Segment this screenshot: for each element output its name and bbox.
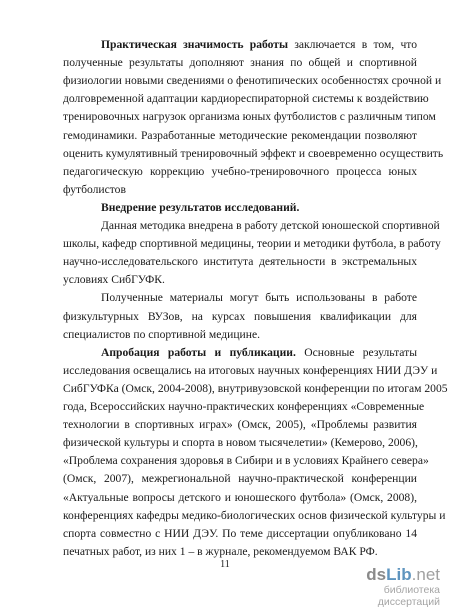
text-line: «Актуальные вопросы детского и юношеского футбола» (Омск, 2008),	[63, 490, 417, 504]
text-line: Полученные материалы могут быть использованы в работе	[101, 291, 417, 305]
text-line: полученные результаты дополняют знания по общей и спортивной	[63, 56, 417, 70]
section-heading: Внедрение результатов исследований.	[101, 200, 300, 214]
text-line: условиях СибГУФК.	[63, 273, 165, 287]
text-line: оценить кумулятивный тренировочный эффект и своевременно осуществить	[63, 146, 444, 160]
text-line: СибГУФКа (Омск, 2004-2008), внутривузовской конференции по итогам 2005	[63, 381, 448, 395]
text-line: педагогическую коррекцию учебно-тренировочного процесса юных	[63, 164, 417, 178]
page-number: 11	[220, 559, 230, 570]
text-line: физической культуры и спорта в новом тысячелетии» (Кемерово, 2006),	[63, 436, 418, 450]
watermark-logo	[324, 566, 444, 608]
watermark-brand: dsLib.net	[366, 565, 440, 584]
text-line: тренировочных нагрузок организма юных футболистов с различным типом	[63, 110, 436, 124]
text-line: технологии в спортивных играх» (Омск, 2005), «Проблемы развития	[63, 418, 417, 432]
text-line: печатных работ, из них 1 – в журнале, рекомендуемом ВАК РФ.	[63, 544, 378, 558]
text-line: долговременной адаптации кардиореспираторной системы к воздействию	[63, 92, 429, 106]
text-line: года, Всероссийских научно-практических конференциях «Современные	[63, 400, 425, 413]
text-line: научно-исследовательского института деятельности в экстремальных	[63, 255, 417, 269]
text-line: Практическая значимость работы заключается в том, что	[101, 38, 417, 51]
text-line: спорта совместно с НИИ ДЭУ. По теме диссертации опубликовано 14	[63, 526, 417, 540]
text-line: Апробация работы и публикации. Основные результаты	[101, 345, 418, 359]
watermark-tagline: библиотека диссертаций	[377, 584, 440, 608]
text-line: школы, кафедр спортивной медицины, теории и методики футбола, в работу	[63, 237, 441, 251]
text-line: физкультурных ВУЗов, на курсах повышения квалификации для	[63, 309, 417, 323]
text-line: исследования освещались на итоговых научных конференциях НИИ ДЭУ и	[63, 363, 438, 377]
text-line: физиологии новыми сведениями о фенотипических особенностях срочной и	[63, 74, 442, 88]
text-line: гемодинамики. Разработанные методические рекомендации позволяют	[63, 128, 417, 142]
text-line: специалистов по спортивной медицине.	[63, 327, 261, 341]
text-line: футболистов	[63, 182, 126, 196]
text-line: «Проблема сохранения здоровья в Сибири и в условиях Крайнего севера»	[63, 454, 429, 468]
text-line: конференциях кафедры медико-биологических основ физической культуры и	[63, 508, 446, 522]
text-line: Данная методика внедрена в работу детской юношеской спортивной	[101, 219, 440, 232]
text-line: (Омск, 2007), межрегиональной научно-практической конференции	[63, 472, 417, 486]
